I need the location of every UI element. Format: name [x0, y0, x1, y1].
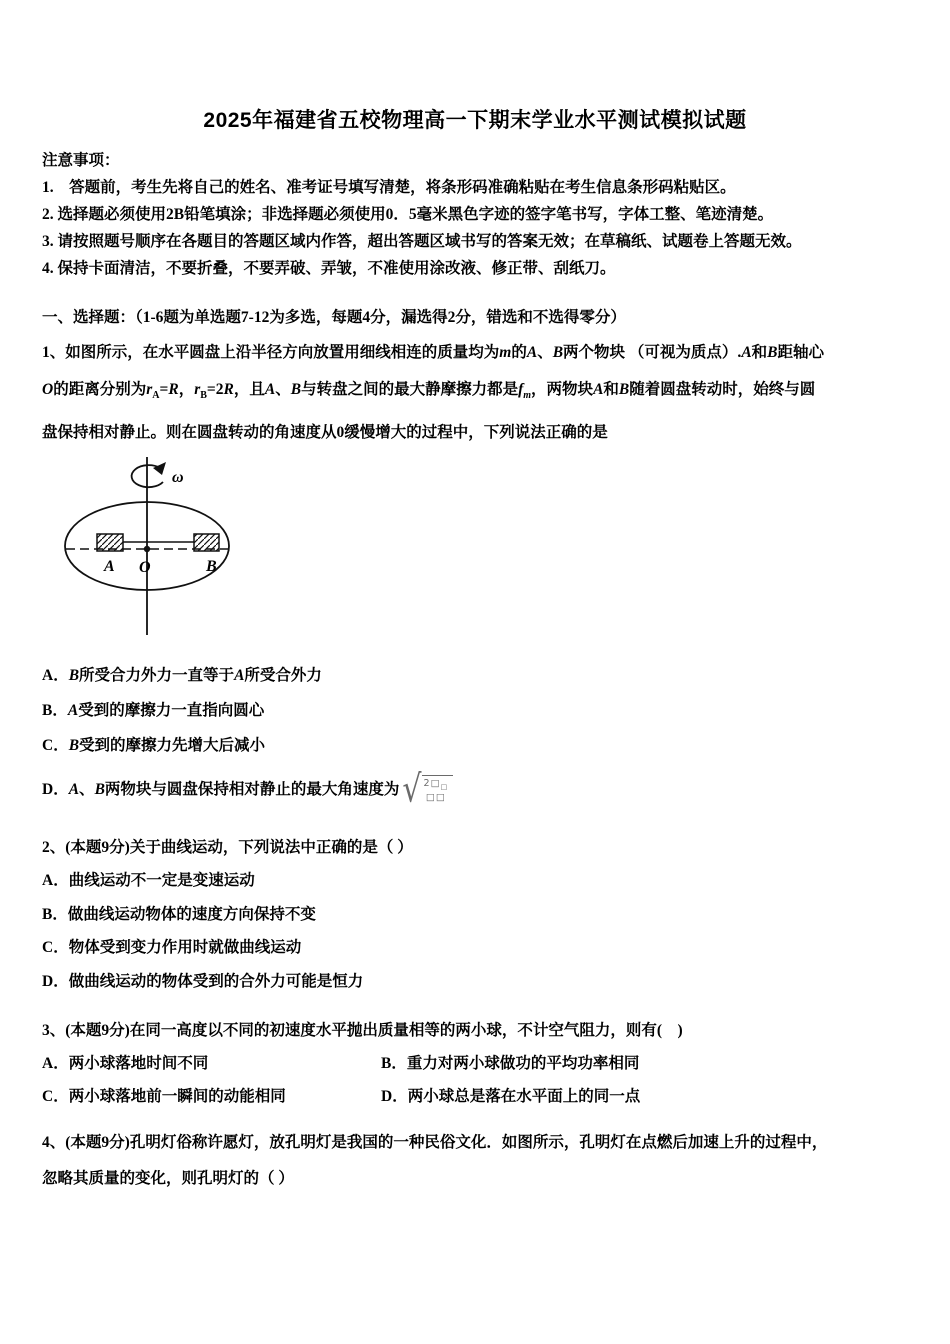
question-2-option-c: C．物体受到变力作用时就做曲线运动	[42, 939, 302, 957]
notice-heading: 注意事项：	[42, 152, 120, 169]
question-3-option-b: B．重力对两小球做功的平均功率相同	[381, 1055, 640, 1073]
question-2-option-d: D．做曲线运动的物体受到的合外力可能是恒力	[42, 972, 364, 990]
question-3-options	[42, 1047, 908, 1113]
question-4	[42, 1125, 908, 1197]
question-2-option-a: A．曲线运动不一定是变速运动	[42, 872, 255, 890]
question-1-option-c: C．B受到的摩擦力先增大后减小	[42, 737, 266, 755]
question-1-figure-wrap	[60, 455, 908, 652]
question-4-stem-line2: 忽略其质量的变化，则孔明灯的（ ）	[42, 1170, 294, 1188]
question-1-option-d-text: D．A、B两物块与圆盘保持相对静止的最大角速度为	[42, 781, 400, 799]
formula-denominator: □□	[425, 791, 446, 803]
question-3-option-d: D．两小球总是落在水平面上的同一点	[381, 1088, 641, 1106]
omega-label: ω	[172, 469, 184, 487]
question-1-option-d	[42, 767, 908, 812]
notice-section	[42, 148, 908, 282]
question-1-option-a: A．B所受合力外力一直等于A所受合外力	[42, 667, 322, 685]
radical-sign: √	[402, 767, 422, 812]
max-angular-speed-formula	[402, 767, 453, 812]
center-dot	[144, 546, 150, 552]
formula-numerator: $2□_□$	[423, 777, 449, 791]
question-3-option-c: C．两小球落地前一瞬间的动能相同	[42, 1088, 286, 1106]
question-2-stem: 2、(本题9分)关于曲线运动，下列说法中正确的是（ ）	[42, 839, 413, 857]
question-1-option-b: B．A受到的摩擦力一直指向圆心	[42, 702, 265, 720]
block-b	[194, 534, 219, 551]
question-1-options	[42, 658, 908, 812]
question-3	[42, 1014, 908, 1113]
notice-item-3: 3. 请按照题号顺序在各题目的答题区域内作答，超出答题区域书写的答案无效；在草稿纸、试题卷上答题无效。	[42, 233, 802, 250]
center-o-label: O	[139, 559, 151, 577]
question-1-stem: 1、如图所示，在水平圆盘上沿半径方向放置用细线相连的质量均为m的A、B两个物块 （可视为质点）.A和B距轴心 O的距离分别为$r_A=R$，$r_B=2R$，且A、B与转盘之间的最大静摩擦力都是$f_m$，两物块A和B随着圆盘转动时，始终与圆 盘保持相对静止。则在圆盘转动的角速度从0缓慢增大的过程中，下列说法正确的是	[42, 344, 825, 442]
block-b-label: B	[206, 558, 217, 576]
question-2-option-b: B．做曲线运动物体的速度方向保持不变	[42, 905, 316, 923]
radical-content	[422, 775, 454, 804]
question-4-stem-line1: 4、(本题9分)孔明灯俗称许愿灯，放孔明灯是我国的一种民俗文化．如图所示，孔明灯在点燃后加速上升的过程中，	[42, 1134, 828, 1152]
notice-item-2: 2. 选择题必须使用2B铅笔填涂；非选择题必须使用0．5毫米黑色字迹的签字笔书写，字体工整、笔迹清楚。	[42, 206, 774, 223]
omega-arrowhead-icon	[153, 462, 166, 475]
question-2	[42, 831, 908, 998]
notice-item-4: 4. 保持卡面清洁，不要折叠，不要弄破、弄皱，不准使用涂改液、修正带、刮纸刀。	[42, 260, 616, 277]
question-1	[42, 334, 908, 812]
rotating-disk-figure	[60, 455, 300, 647]
notice-item-1: 1. 答题前，考生先将自己的姓名、准考证号填写清楚，将条形码准确粘贴在考生信息条形码粘贴区。	[42, 179, 736, 196]
block-a	[97, 534, 123, 551]
section-heading: 一、选择题：（1-6题为单选题7-12为多选，每题4分，漏选得2分，错选和不选得零分）	[42, 309, 626, 326]
block-a-label: A	[104, 558, 115, 576]
page-title: 2025年福建省五校物理高一下期末学业水平测试模拟试题	[203, 109, 747, 132]
question-3-option-a: A．两小球落地时间不同	[42, 1055, 209, 1073]
question-3-stem: 3、(本题9分)在同一高度以不同的初速度水平抛出质量相等的两小球，不计空气阻力，则有( )	[42, 1022, 683, 1040]
